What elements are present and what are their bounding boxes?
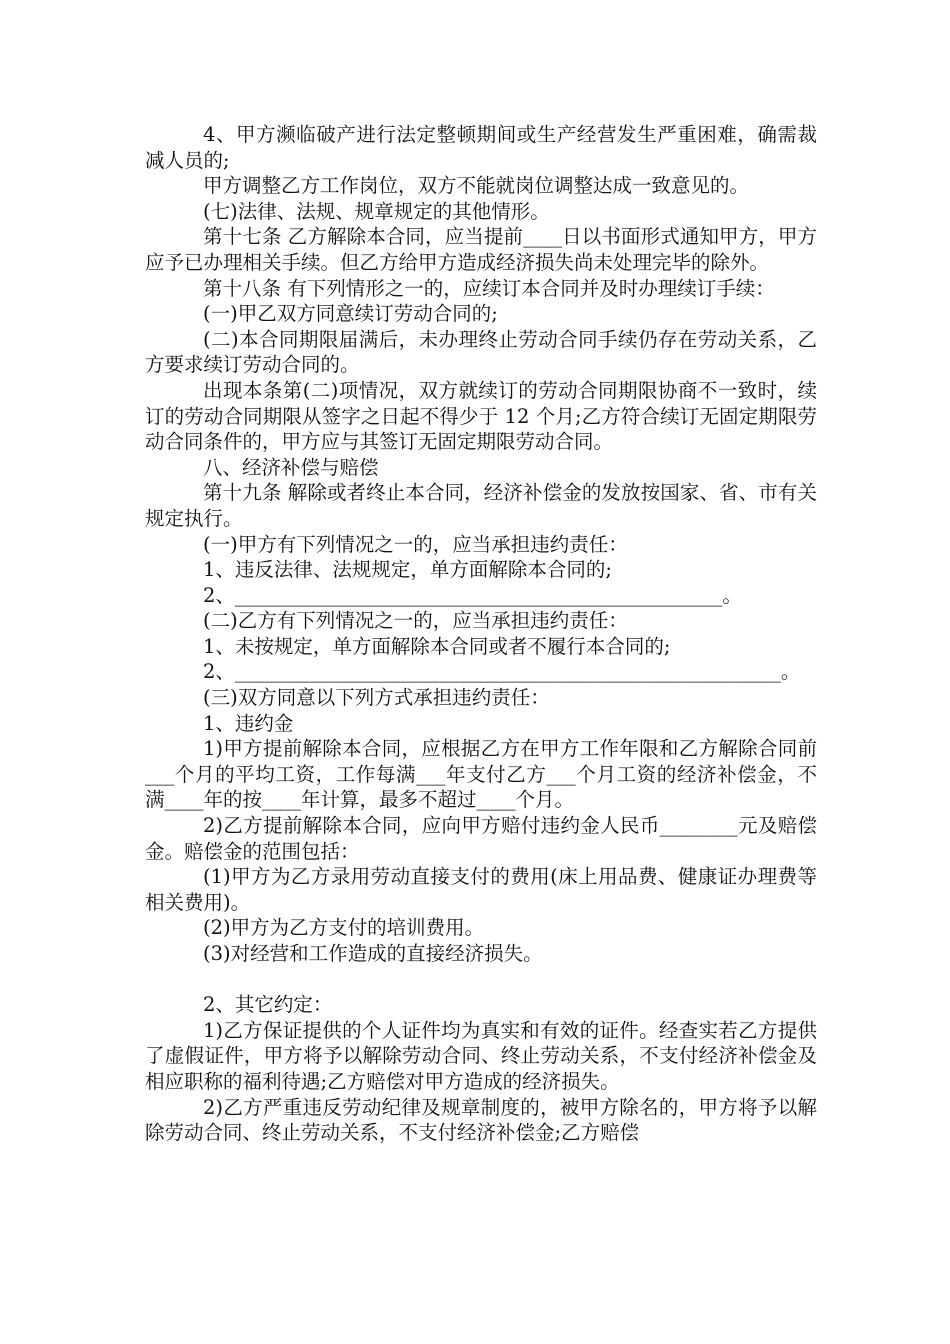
paragraph: (2)甲方为乙方支付的培训费用。 — [203, 916, 485, 940]
paragraph: 2)乙方严重违反劳动纪律及规章制度的，被甲方除名的，甲方将予以解除劳动合同、终止劳动关系，不支付经济补偿金;乙方赔偿 — [145, 1095, 817, 1145]
paragraph: 4、甲方濒临破产进行法定整顿期间或生产经营发生严重困难，确需裁减人员的; — [145, 123, 817, 172]
paragraph: (二)乙方有下列情况之一的，应当承担违约责任： — [203, 609, 628, 633]
document-body — [145, 122, 817, 1146]
paragraph: (二)本合同期限届满后，未办理终止劳动合同手续仍存在劳动关系，乙方要求续订劳动合同的。 — [145, 327, 817, 377]
paragraph: 1)甲方提前解除本合同，应根据乙方在甲方工作年限和乙方解除合同前___个月的平均工资，工作每满___年支付乙方___个月工资的经济补偿金，不满____年的按____年计算，最多不超过____个月。 — [145, 737, 817, 812]
paragraph: 1)乙方保证提供的个人证件均为真实和有效的证件。经查实若乙方提供了虚假证件，甲方将予以解除劳动合同、终止劳动关系，不支付经济补偿金及相应职称的福利待遇;乙方赔偿对甲方造成的经济损失。 — [145, 1018, 817, 1093]
paragraph: (三)双方同意以下列方式承担违约责任： — [203, 686, 550, 710]
paragraph: (一)甲乙双方同意续订劳动合同的; — [203, 302, 498, 326]
paragraph: (3)对经营和工作造成的直接经济损失。 — [203, 942, 543, 965]
paragraph: 甲方调整乙方工作岗位，双方不能就岗位调整达成一致意见的。 — [203, 174, 750, 198]
paragraph: 2、其它约定： — [203, 993, 333, 1017]
blank-line — [145, 967, 817, 993]
paragraph: 2)乙方提前解除本合同，应向甲方赔付违约金人民币________元及赔偿金。赔偿金的范围包括： — [145, 814, 817, 863]
paragraph: 1、违约金 — [203, 711, 294, 735]
paragraph: (1)甲方为乙方录用劳动直接支付的费用(床上用品费、健康证办理费等相关费用)。 — [145, 865, 817, 914]
paragraph: 2、__________________________________________________。 — [203, 583, 742, 607]
paragraph: 第十七条 乙方解除本合同，应当提前____日以书面形式通知甲方，甲方应予已办理相关手续。但乙方给甲方造成经济损失尚未处理完毕的除外。 — [145, 225, 817, 274]
section-heading: 八、经济补偿与赔偿 — [203, 455, 379, 479]
paragraph: 1、违反法律、法规规定，单方面解除本合同的; — [203, 558, 612, 582]
paragraph: 2、________________________________________________________。 — [203, 660, 801, 684]
paragraph: (七)法律、法规、规章规定的其他情形。 — [203, 199, 550, 223]
paragraph: (一)甲方有下列情况之一的，应当承担违约责任： — [203, 532, 628, 556]
paragraph: 第十八条 有下列情形之一的，应续订本合同并及时办理续订手续： — [203, 276, 775, 300]
paragraph: 1、未按规定，单方面解除本合同或者不履行本合同的; — [203, 634, 671, 658]
paragraph: 出现本条第(二)项情况，双方就续订的劳动合同期限协商不一致时，续订的劳动合同期限从签字之日起不得少于 12 个月;乙方符合续订无固定期限劳动合同条件的，甲方应与其签订无固定期限劳动合同。 — [145, 378, 817, 454]
paragraph: 第十九条 解除或者终止本合同，经济补偿金的发放按国家、省、市有关规定执行。 — [145, 481, 817, 530]
